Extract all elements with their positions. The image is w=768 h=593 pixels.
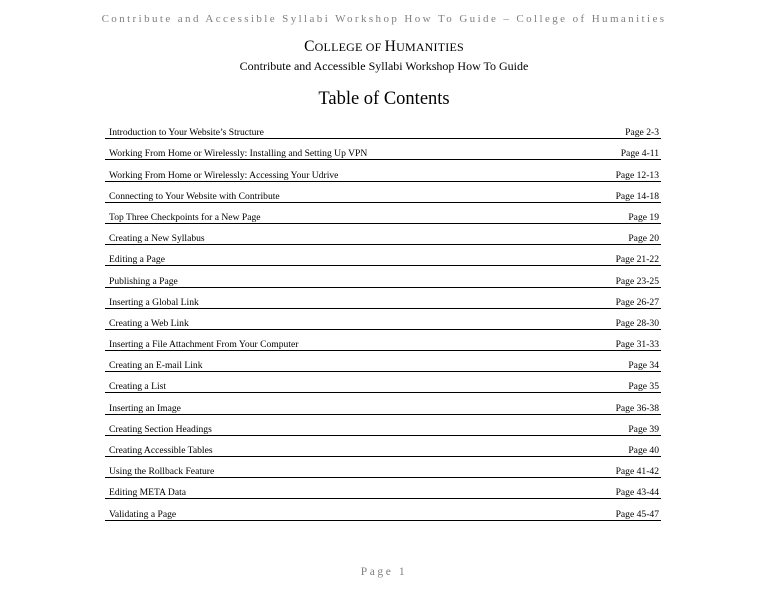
toc-entry[interactable] [105, 416, 661, 436]
toc-entry[interactable] [105, 352, 661, 372]
toc-entry-pages: Page 4-11 [620, 148, 659, 160]
toc-entry[interactable] [105, 331, 661, 351]
toc-entry-pages: Page 20 [628, 233, 659, 245]
page-number-footer: Page 1 [360, 566, 408, 578]
toc-entry[interactable] [105, 289, 661, 309]
table-of-contents [105, 119, 661, 522]
college-title-initial-h: H [384, 38, 397, 55]
toc-entry-pages: Page 12-13 [615, 169, 659, 181]
college-title [0, 38, 768, 56]
toc-entry-title: Top Three Checkpoints for a New Page [109, 211, 261, 223]
toc-entry-title: Publishing a Page [109, 275, 178, 287]
running-header: Contribute and Accessible Syllabi Workshop How To Guide – College of Humanities [101, 13, 667, 25]
toc-entry-title: Editing META Data [109, 487, 187, 499]
toc-entry[interactable] [105, 437, 661, 457]
toc-entry-title: Creating a List [109, 381, 167, 393]
toc-entry-title: Creating Section Headings [109, 423, 212, 435]
toc-entry[interactable] [105, 458, 661, 478]
toc-entry-pages: Page 14-18 [615, 190, 659, 202]
toc-entry[interactable] [105, 225, 661, 245]
toc-entry-title: Working From Home or Wirelessly: Accessing Your Udrive [109, 169, 339, 181]
toc-entry-pages: Page 43-44 [615, 487, 659, 499]
toc-entry[interactable] [105, 161, 661, 181]
college-title-rest-1: OLLEGE OF [314, 40, 385, 54]
toc-entry-title: Editing a Page [109, 254, 165, 266]
toc-entry-pages: Page 41-42 [615, 466, 659, 478]
toc-entry-title: Introduction to Your Website’s Structure [109, 127, 264, 139]
toc-entry-title: Using the Rollback Feature [109, 466, 215, 478]
toc-entry-title: Inserting a File Attachment From Your Computer [109, 339, 299, 351]
toc-entry[interactable] [105, 394, 661, 414]
toc-entry-pages: Page 23-25 [615, 275, 659, 287]
toc-entry[interactable] [105, 183, 661, 203]
toc-entry[interactable] [105, 500, 661, 520]
toc-entry-title: Creating an E-mail Link [109, 360, 203, 372]
toc-entry-pages: Page 21-22 [615, 254, 659, 266]
toc-entry-pages: Page 34 [628, 360, 659, 372]
toc-entry-pages: Page 2-3 [625, 127, 659, 139]
toc-entry-pages: Page 39 [628, 423, 659, 435]
toc-entry[interactable] [105, 119, 661, 139]
toc-entry-title: Inserting a Global Link [109, 296, 199, 308]
toc-heading: Table of Contents [318, 89, 450, 109]
document-subtitle: Contribute and Accessible Syllabi Workshop How To Guide [239, 59, 529, 73]
toc-entry[interactable] [105, 479, 661, 499]
toc-entry-title: Inserting an Image [109, 402, 181, 414]
toc-entry-pages: Page 31-33 [615, 339, 659, 351]
toc-entry[interactable] [105, 267, 661, 287]
toc-entry-pages: Page 35 [628, 381, 659, 393]
toc-entry-pages: Page 45-47 [615, 508, 659, 520]
toc-entry-pages: Page 26-27 [615, 296, 659, 308]
toc-entry[interactable] [105, 246, 661, 266]
toc-entry[interactable] [105, 204, 661, 224]
toc-entry-pages: Page 19 [628, 211, 659, 223]
toc-entry-title: Creating Accessible Tables [109, 445, 213, 456]
toc-entry-title: Connecting to Your Website with Contribute [109, 190, 280, 202]
toc-entry-title: Creating a Web Link [109, 317, 189, 329]
toc-entry[interactable] [105, 310, 661, 330]
college-title-rest-2: UMANITIES [396, 40, 464, 54]
toc-entry-title: Working From Home or Wirelessly: Installing and Setting Up VPN [109, 148, 368, 160]
toc-entry-pages: Page 28-30 [615, 317, 659, 329]
toc-entry-pages: Page 40 [628, 445, 659, 456]
college-title-initial-c: C [304, 38, 315, 55]
toc-entry-title: Validating a Page [109, 508, 177, 520]
toc-entry-title: Creating a New Syllabus [109, 233, 205, 245]
toc-entry-pages: Page 36-38 [615, 402, 659, 414]
toc-entry[interactable] [105, 373, 661, 393]
toc-entry[interactable] [105, 140, 661, 160]
